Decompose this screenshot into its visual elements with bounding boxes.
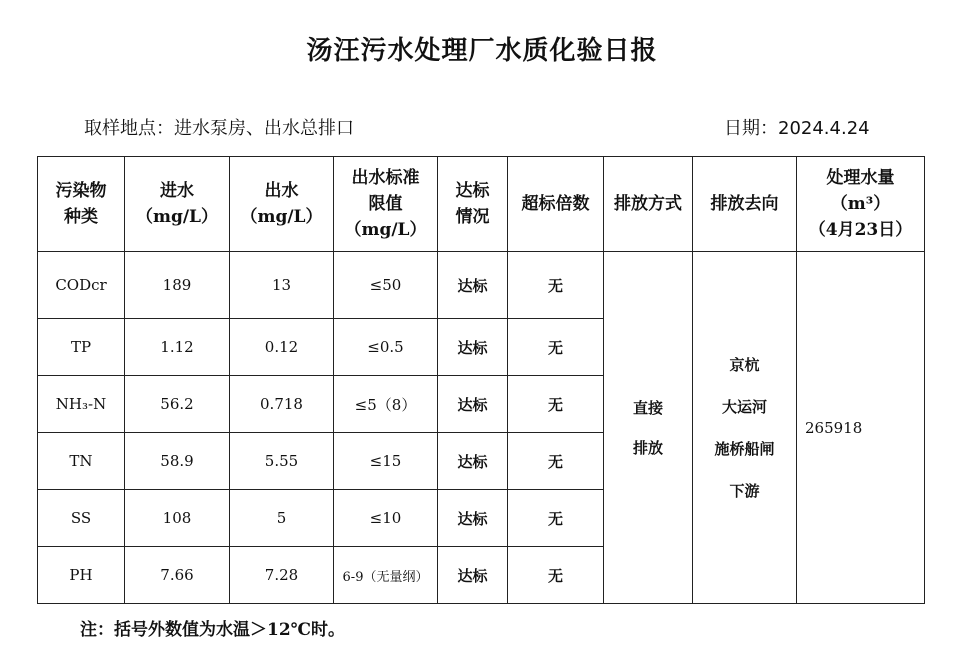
cell-influent: 189	[125, 252, 230, 319]
cell-effluent: 7.28	[230, 547, 334, 604]
cell-influent: 58.9	[125, 433, 230, 490]
cell-effluent: 5	[230, 490, 334, 547]
header-effluent: 出水 （mg/L）	[230, 157, 334, 252]
header-exceed: 超标倍数	[508, 157, 604, 252]
cell-discharge-dest: 京杭 大运河 施桥船闸 下游	[693, 252, 797, 604]
cell-standard: ≤15	[334, 433, 438, 490]
cell-effluent: 13	[230, 252, 334, 319]
cell-standard: ≤5（8）	[334, 376, 438, 433]
cell-compliance: 达标	[438, 490, 508, 547]
water-quality-table	[37, 156, 925, 604]
cell-exceed: 无	[508, 547, 604, 604]
cell-exceed: 无	[508, 490, 604, 547]
cell-volume: 265918	[797, 252, 925, 604]
header-volume: 处理水量 （m³） （4月23日）	[797, 157, 925, 252]
header-discharge-dest: 排放去向	[693, 157, 797, 252]
cell-effluent: 0.718	[230, 376, 334, 433]
cell-effluent: 0.12	[230, 319, 334, 376]
cell-compliance: 达标	[438, 376, 508, 433]
cell-exceed: 无	[508, 319, 604, 376]
report-date: 日期：2024.4.24	[724, 118, 870, 139]
header-compliance: 达标 情况	[438, 157, 508, 252]
cell-type: CODcr	[38, 252, 125, 319]
cell-compliance: 达标	[438, 252, 508, 319]
cell-type: TP	[38, 319, 125, 376]
cell-type: SS	[38, 490, 125, 547]
report-title: 汤汪污水处理厂水质化验日报	[306, 36, 658, 66]
header-discharge-mode: 排放方式	[604, 157, 693, 252]
header-standard: 出水标准 限值 （mg/L）	[334, 157, 438, 252]
cell-compliance: 达标	[438, 547, 508, 604]
cell-standard: 6-9（无量纲）	[334, 547, 438, 604]
cell-influent: 7.66	[125, 547, 230, 604]
cell-exceed: 无	[508, 376, 604, 433]
cell-type: TN	[38, 433, 125, 490]
cell-standard: ≤0.5	[334, 319, 438, 376]
cell-discharge-mode: 直接 排放	[604, 252, 693, 604]
table-row	[38, 252, 925, 319]
cell-influent: 1.12	[125, 319, 230, 376]
header-type: 污染物 种类	[38, 157, 125, 252]
cell-influent: 108	[125, 490, 230, 547]
footnote: 注：括号外数值为水温＞12℃时。	[80, 620, 346, 640]
header-row	[38, 157, 925, 252]
cell-influent: 56.2	[125, 376, 230, 433]
sampling-location: 取样地点：进水泵房、出水总排口	[84, 118, 354, 139]
cell-compliance: 达标	[438, 433, 508, 490]
cell-standard: ≤10	[334, 490, 438, 547]
cell-type: NH₃-N	[38, 376, 125, 433]
cell-type: PH	[38, 547, 125, 604]
cell-effluent: 5.55	[230, 433, 334, 490]
header-influent: 进水 （mg/L）	[125, 157, 230, 252]
cell-compliance: 达标	[438, 319, 508, 376]
cell-exceed: 无	[508, 433, 604, 490]
cell-standard: ≤50	[334, 252, 438, 319]
cell-exceed: 无	[508, 252, 604, 319]
